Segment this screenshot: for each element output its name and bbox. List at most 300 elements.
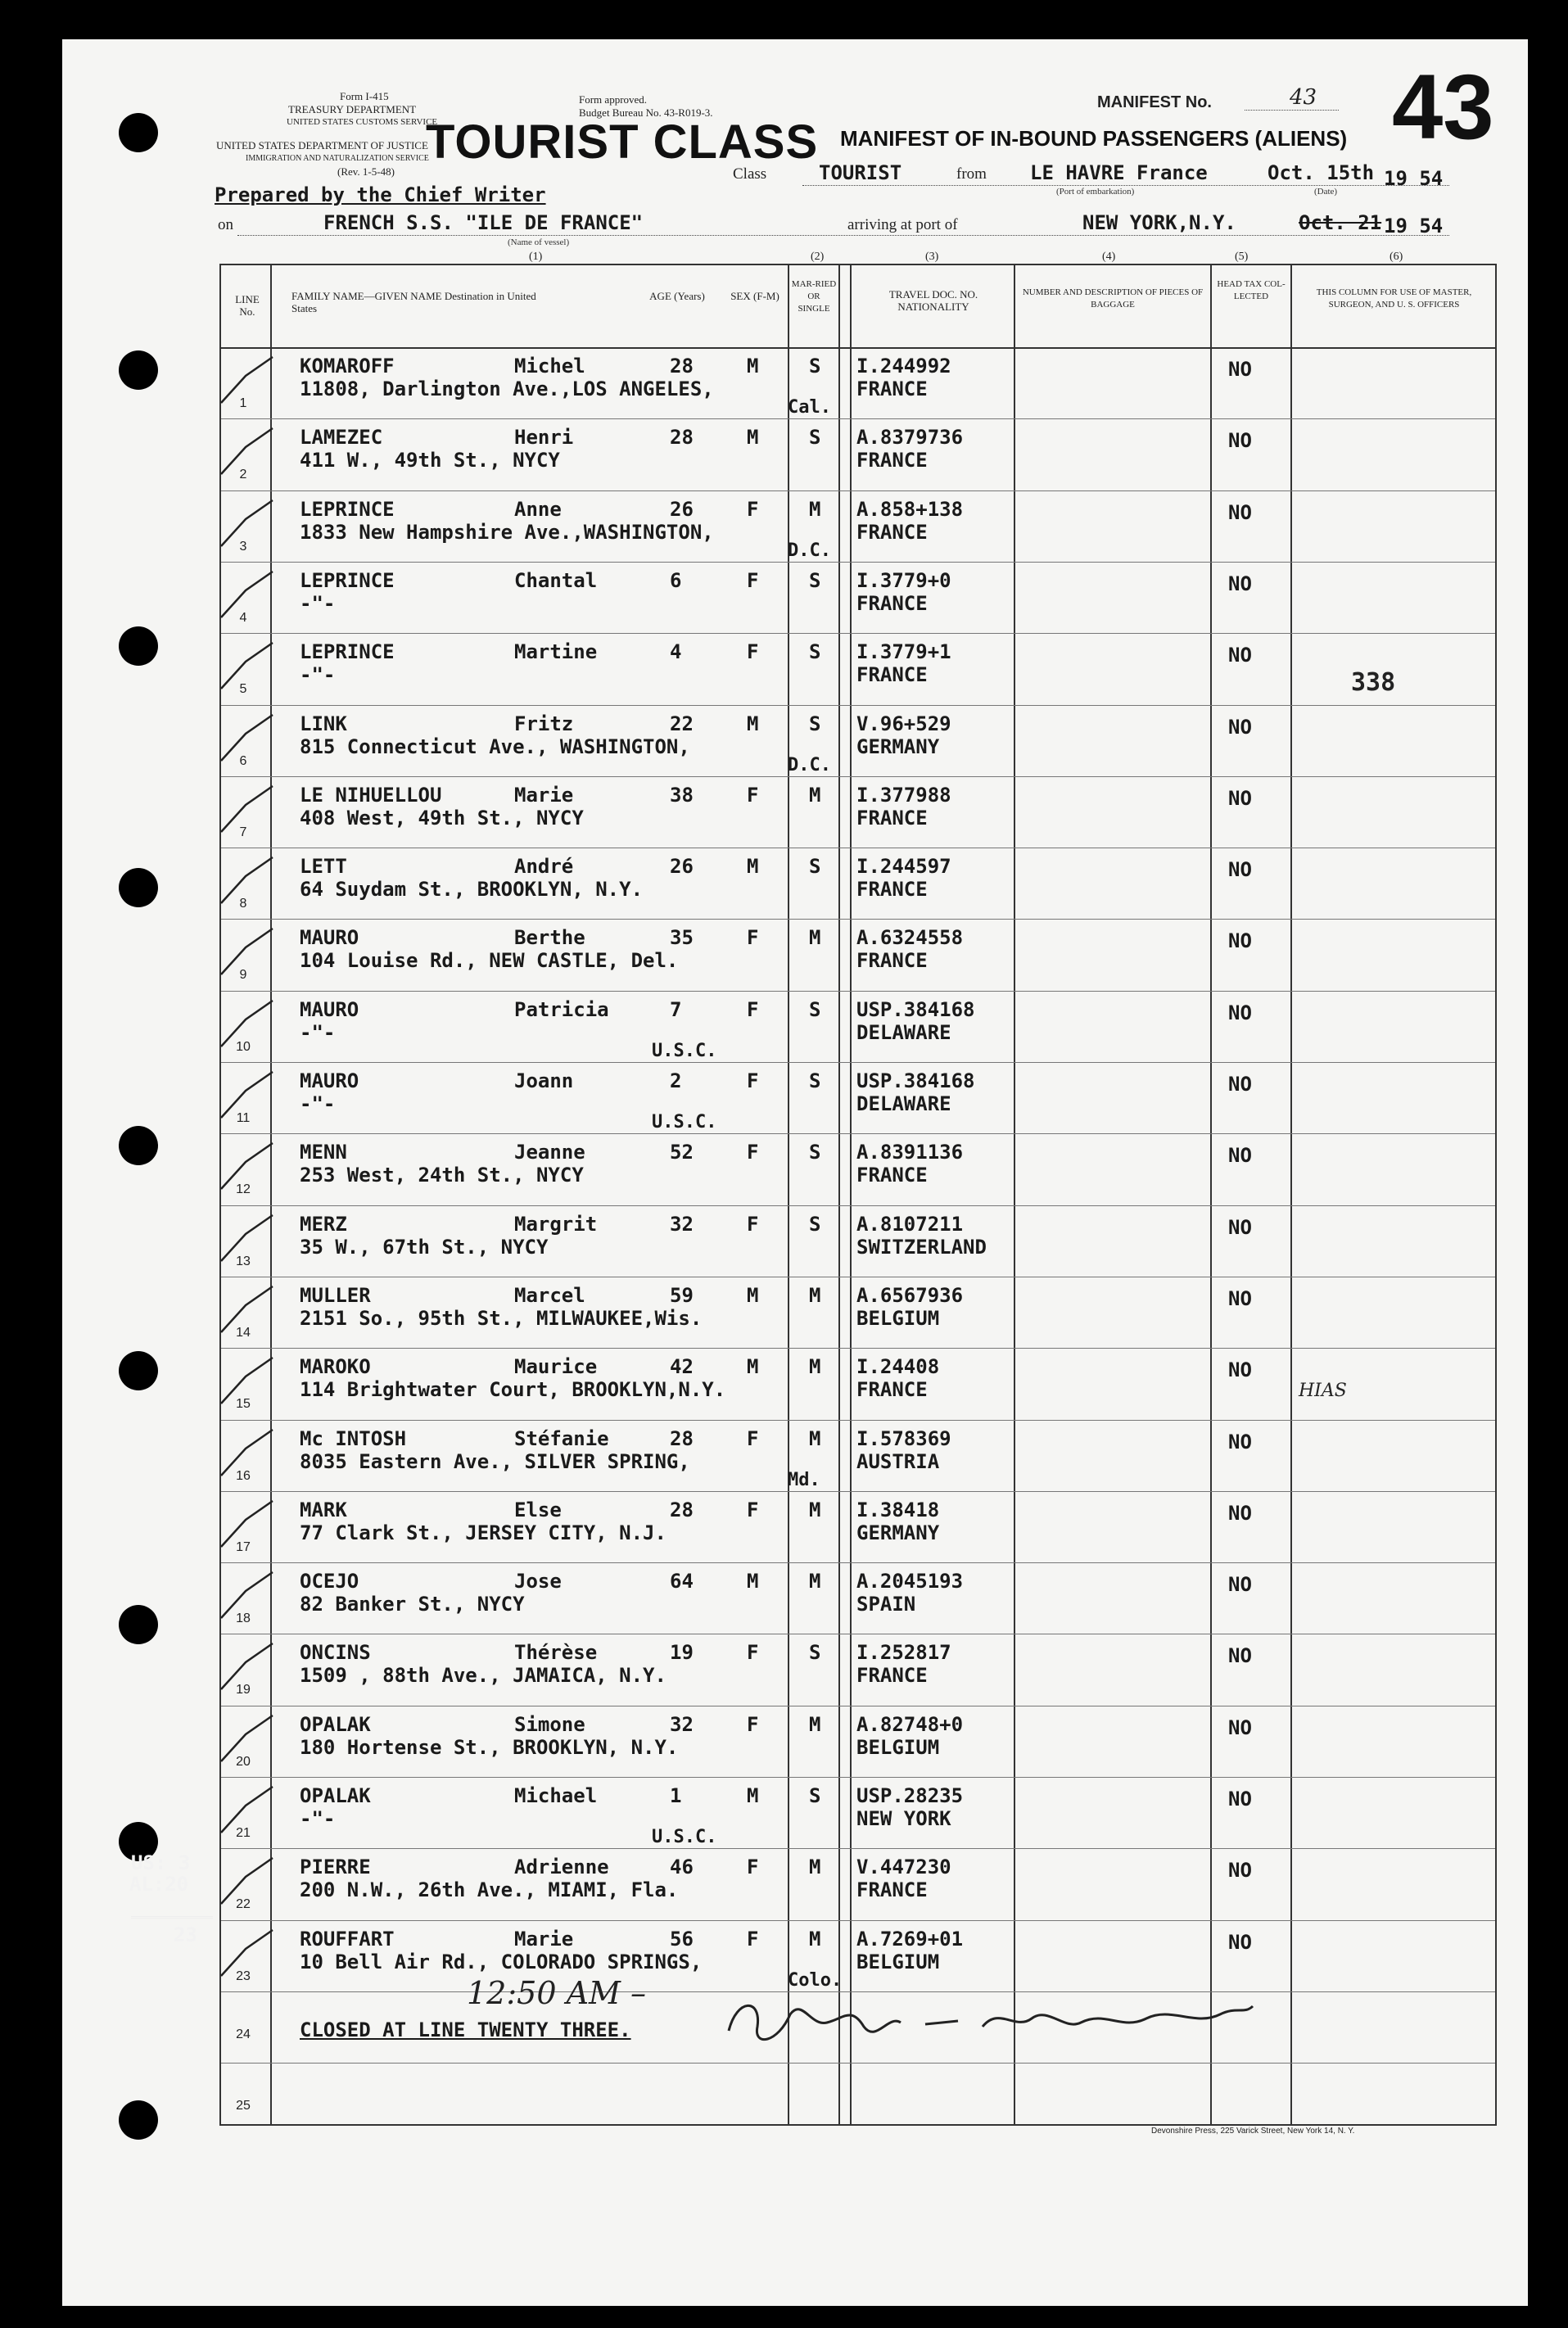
row-rule (221, 490, 1495, 491)
tally-rule (131, 1916, 213, 1919)
head-tax: NO (1228, 1859, 1252, 1883)
destination-address: 2151 So., 95th St., MILWAUKEE,Wis. (300, 1306, 703, 1330)
class-label: Class (733, 165, 767, 183)
port-embark-label: (Port of embarkation) (1056, 187, 1135, 197)
marital-status: S (809, 1069, 821, 1092)
marital-status: S (809, 1641, 821, 1665)
sex: F (747, 1212, 759, 1236)
marital-status: S (809, 355, 821, 377)
check-mark (217, 1214, 274, 1263)
row-rule (221, 562, 1495, 563)
from-label: from (956, 165, 987, 183)
sex: F (747, 1712, 759, 1736)
head-tax: NO (1228, 715, 1252, 739)
family-name: MAURO (300, 997, 359, 1021)
marital-status: M (809, 1570, 821, 1593)
row-number: 3 (239, 539, 247, 554)
row-number: 17 (236, 1539, 251, 1554)
age: 42 (670, 1355, 694, 1379)
nationality: FRANCE (856, 377, 928, 400)
destination-address: -"- (300, 591, 336, 615)
sex: F (747, 926, 759, 950)
check-mark (217, 1642, 274, 1691)
punch-hole (119, 350, 158, 390)
given-name: Joann (514, 1069, 574, 1092)
col-num-2: (2) (811, 251, 825, 263)
row-rule (221, 1920, 1495, 1921)
family-name: PIERRE (300, 1856, 371, 1879)
travel-doc-no: I.244597 (856, 855, 951, 879)
row-rule (221, 1348, 1495, 1349)
travel-doc-no: I.578369 (856, 1426, 951, 1450)
family-name: ONCINS (300, 1641, 371, 1665)
marital-status: M (809, 1498, 821, 1521)
destination-address-cont: Colo. (788, 1969, 843, 1991)
age: 59 (670, 1283, 694, 1307)
given-name: Henri (514, 426, 574, 450)
head-tax: NO (1228, 429, 1252, 453)
travel-doc-no: I.38418 (856, 1498, 940, 1521)
check-mark (217, 1285, 274, 1334)
given-name: Patricia (514, 997, 609, 1021)
age: 64 (670, 1570, 694, 1593)
row-number: 15 (236, 1397, 251, 1412)
family-name: MAURO (300, 1069, 359, 1092)
travel-doc-no: I.377988 (856, 783, 951, 807)
given-name: Else (514, 1498, 562, 1521)
age: 52 (670, 1141, 694, 1164)
check-mark (217, 856, 274, 905)
age: 35 (670, 926, 694, 950)
us-citizen-note: U.S.C. (652, 1040, 717, 1061)
sex: F (747, 1641, 759, 1665)
punch-hole (119, 2100, 158, 2140)
travel-doc-no: USP.384168 (856, 997, 975, 1021)
check-mark (217, 1928, 274, 1978)
sex: F (747, 1498, 759, 1521)
given-name: Martine (514, 640, 598, 664)
tally-al: AL:20 (129, 1873, 189, 1896)
age: 32 (670, 1712, 694, 1736)
col-num-6: (6) (1390, 251, 1403, 263)
tally-us: US: 3 (131, 1851, 191, 1874)
col-head-sex: SEX (F-M) (730, 290, 779, 302)
row-rule (221, 1491, 1495, 1492)
head-tax: NO (1228, 858, 1252, 882)
travel-doc-no: USP.28235 (856, 1784, 964, 1807)
head-tax: NO (1228, 1286, 1252, 1310)
justice-dept: UNITED STATES DEPARTMENT OF JUSTICE (216, 139, 428, 151)
sex: F (747, 1141, 759, 1164)
destination-address: 10 Bell Air Rd., COLORADO SPRINGS, (300, 1950, 703, 1973)
marital-status: M (809, 1856, 821, 1879)
from-line (802, 185, 1449, 186)
nationality: FRANCE (856, 1164, 928, 1187)
head-tax: NO (1228, 1144, 1252, 1168)
family-name: OPALAK (300, 1712, 371, 1736)
check-mark (217, 427, 274, 476)
marital-status: S (809, 1784, 821, 1807)
age: 2 (670, 1069, 682, 1092)
date-label: (Date) (1314, 187, 1338, 197)
vessel-name: FRENCH S.S. "ILE DE FRANCE" (323, 211, 644, 234)
tally-total: 23 (174, 1923, 197, 1946)
destination-address: -"- (300, 1807, 336, 1830)
family-name: MULLER (300, 1283, 371, 1307)
age: 28 (670, 1498, 694, 1521)
sex: F (747, 1927, 759, 1951)
marital-status: M (809, 1927, 821, 1951)
row-number: 10 (236, 1039, 251, 1054)
nationality: GERMANY (856, 735, 940, 758)
marital-status: M (809, 783, 821, 807)
check-mark (217, 1499, 274, 1548)
given-name: Chantal (514, 568, 598, 592)
head-tax: NO (1228, 1215, 1252, 1239)
big-manifest-number: 43 (1392, 56, 1494, 158)
handwritten-signature (712, 1982, 1269, 2059)
col-divider (850, 264, 852, 2124)
nationality: BELGIUM (856, 1735, 940, 1759)
marital-status: S (809, 426, 821, 450)
row-rule (221, 991, 1495, 992)
destination-address: 1509 , 88th Ave., JAMAICA, N.Y. (300, 1664, 667, 1688)
family-name: MENN (300, 1141, 347, 1164)
punch-hole (119, 1605, 158, 1644)
col-num-1: (1) (529, 251, 543, 263)
destination-address: -"- (300, 1092, 336, 1115)
row-rule (221, 705, 1495, 706)
given-name: Michel (514, 355, 585, 377)
travel-doc-no: A.2045193 (856, 1570, 964, 1593)
class-value: TOURIST (819, 161, 902, 184)
head-tax: NO (1228, 1073, 1252, 1096)
given-name: Anne (514, 497, 562, 521)
col-head-age: AGE (Years) (649, 290, 705, 302)
manifest-title: MANIFEST OF IN-BOUND PASSENGERS (ALIENS) (840, 126, 1348, 151)
sex: M (747, 1784, 759, 1807)
row-rule (221, 919, 1495, 920)
row-rule (221, 776, 1495, 777)
col-head-name: FAMILY NAME—GIVEN NAME Destination in United States (291, 290, 536, 314)
check-mark (217, 999, 274, 1048)
sex: F (747, 997, 759, 1021)
row-number: 14 (236, 1325, 251, 1340)
given-name: Marie (514, 783, 574, 807)
travel-doc-no: A.82748+0 (856, 1712, 964, 1736)
sex: M (747, 1570, 759, 1593)
check-mark (217, 1714, 274, 1763)
age: 32 (670, 1212, 694, 1236)
nationality: FRANCE (856, 449, 928, 472)
on-label: on (218, 216, 233, 233)
row-rule (221, 1777, 1495, 1778)
col-divider (1290, 264, 1292, 2124)
sex: M (747, 355, 759, 377)
travel-doc-no: A.8107211 (856, 1212, 964, 1236)
row-number: 6 (239, 753, 247, 768)
row-number: 4 (239, 610, 247, 625)
head-tax: NO (1228, 500, 1252, 524)
given-name: Thérèse (514, 1641, 598, 1665)
age: 19 (670, 1641, 694, 1665)
destination-address: 11808, Darlington Ave.,LOS ANGELES, (300, 377, 714, 400)
row-number: 5 (239, 682, 247, 697)
given-name: Michael (514, 1784, 598, 1807)
head-tax: NO (1228, 358, 1252, 381)
form-number: Form I-415 (340, 90, 389, 102)
marital-status: S (809, 997, 821, 1021)
head-tax: NO (1228, 1430, 1252, 1453)
row-number: 1 (239, 396, 247, 410)
family-name: LAMEZEC (300, 426, 383, 450)
col-head-married: MAR-RIED OR SINGLE (791, 279, 837, 314)
nationality: GERMANY (856, 1521, 940, 1544)
age: 56 (670, 1927, 694, 1951)
given-name: Berthe (514, 926, 585, 950)
family-name: MARK (300, 1498, 347, 1521)
travel-doc-no: I.3779+0 (856, 568, 951, 592)
travel-doc-no: I.3779+1 (856, 640, 951, 664)
head-tax: NO (1228, 1644, 1252, 1668)
nationality: DELAWARE (856, 1020, 951, 1044)
sex: F (747, 1069, 759, 1092)
sex: M (747, 426, 759, 450)
nationality: FRANCE (856, 591, 928, 615)
given-name: Marcel (514, 1283, 585, 1307)
travel-doc-no: A.7269+01 (856, 1927, 964, 1951)
given-name: Stéfanie (514, 1426, 609, 1450)
travel-doc-no: I.244992 (856, 355, 951, 377)
family-name: LINK (300, 712, 347, 735)
sex: F (747, 497, 759, 521)
marital-status: S (809, 1141, 821, 1164)
officer-note-number: 338 (1351, 668, 1396, 697)
family-name: MAROKO (300, 1355, 371, 1379)
col-head-line: LINE No. (235, 293, 260, 318)
marital-status: S (809, 1212, 821, 1236)
row-number: 18 (236, 1612, 251, 1626)
destination-address: 815 Connecticut Ave., WASHINGTON, (300, 735, 690, 758)
destination-address: -"- (300, 1020, 336, 1044)
check-mark (217, 1571, 274, 1620)
check-mark (217, 641, 274, 690)
header-rule (221, 347, 1495, 349)
col-num-3: (3) (925, 251, 939, 263)
family-name: LEPRINCE (300, 497, 395, 521)
head-tax: NO (1228, 1930, 1252, 1954)
row-rule (221, 2063, 1495, 2064)
travel-doc-no: V.96+529 (856, 712, 951, 735)
family-name: KOMAROFF (300, 355, 395, 377)
check-mark (217, 1856, 274, 1905)
col-divider (1210, 264, 1212, 2124)
destination-address-cont: D.C. (788, 754, 831, 775)
destination-address-cont: D.C. (788, 540, 831, 561)
ins-service: IMMIGRATION AND NATURALIZATION SERVICE (246, 154, 429, 163)
row-rule (221, 633, 1495, 634)
punch-hole (119, 868, 158, 907)
year-from: 19 54 (1384, 167, 1444, 190)
family-name: LEPRINCE (300, 640, 395, 664)
age: 22 (670, 712, 694, 735)
vessel-label: (Name of vessel) (508, 237, 570, 247)
head-tax: NO (1228, 786, 1252, 810)
row-number: 13 (236, 1254, 251, 1268)
nationality: BELGIUM (856, 1950, 940, 1973)
check-mark (217, 784, 274, 834)
prepared-by: Prepared by the Chief Writer (215, 183, 546, 206)
destination-address: 253 West, 24th St., NYCY (300, 1164, 584, 1187)
check-mark (217, 1070, 274, 1119)
manifest-no-label: MANIFEST No. (1097, 93, 1212, 111)
row-number: 12 (236, 1182, 251, 1197)
arriving-port: NEW YORK,N.Y. (1082, 211, 1236, 234)
row-number: 9 (239, 968, 247, 983)
row-rule (221, 1062, 1495, 1063)
travel-doc-no: I.252817 (856, 1641, 951, 1665)
printer-imprint: Devonshire Press, 225 Varick Street, New York 14, N. Y. (1151, 2127, 1355, 2136)
age: 1 (670, 1784, 682, 1807)
row-rule (221, 1562, 1495, 1563)
check-mark (217, 355, 274, 405)
head-tax: NO (1228, 1788, 1252, 1810)
sex: M (747, 855, 759, 879)
punch-hole (119, 626, 158, 666)
marital-status: M (809, 1355, 821, 1379)
nationality: FRANCE (856, 663, 928, 687)
us-citizen-note: U.S.C. (652, 1112, 717, 1132)
destination-address: 77 Clark St., JERSEY CITY, N.J. (300, 1521, 667, 1544)
treasury-dept: TREASURY DEPARTMENT (288, 103, 417, 115)
row-number: 23 (236, 1969, 251, 1983)
col-head-officers: THIS COLUMN FOR USE OF MASTER, SURGEON, AND U. S. OFFICERS (1316, 287, 1472, 310)
sex: F (747, 568, 759, 592)
marital-status: M (809, 1712, 821, 1736)
given-name: André (514, 855, 574, 879)
punch-hole (119, 1351, 158, 1390)
sex: F (747, 783, 759, 807)
destination-address: -"- (300, 663, 336, 687)
manifest-no-line (1245, 110, 1339, 111)
marital-status: S (809, 712, 821, 735)
nationality: FRANCE (856, 806, 928, 829)
nationality: FRANCE (856, 878, 928, 902)
nationality: FRANCE (856, 949, 928, 973)
sex: M (747, 1283, 759, 1307)
check-mark (217, 499, 274, 548)
check-mark (217, 1785, 274, 1834)
sex: F (747, 1856, 759, 1879)
age: 26 (670, 855, 694, 879)
us-citizen-note: U.S.C. (652, 1827, 717, 1847)
col-divider (838, 264, 840, 2124)
nationality: SPAIN (856, 1593, 916, 1616)
travel-doc-no: A.8391136 (856, 1141, 964, 1164)
family-name: OPALAK (300, 1784, 371, 1807)
age: 28 (670, 426, 694, 450)
col-divider (1014, 264, 1015, 2124)
family-name: LEPRINCE (300, 568, 395, 592)
given-name: Fritz (514, 712, 574, 735)
destination-address: 8035 Eastern Ave., SILVER SPRING, (300, 1449, 690, 1473)
col-head-baggage: NUMBER AND DESCRIPTION OF PIECES OF BAGGAGE (1022, 287, 1204, 310)
head-tax: NO (1228, 1358, 1252, 1382)
check-mark (217, 570, 274, 619)
marital-status: S (809, 640, 821, 664)
row-number: 19 (236, 1683, 251, 1697)
travel-doc-no: A.858+138 (856, 497, 964, 521)
row-number: 24 (236, 2027, 251, 2041)
given-name: Maurice (514, 1355, 598, 1379)
revision: (Rev. 1-5-48) (337, 165, 395, 178)
handwritten-time: 12:50 AM – (467, 1975, 647, 2011)
travel-doc-no: A.6567936 (856, 1283, 964, 1307)
travel-doc-no: V.447230 (856, 1856, 951, 1879)
destination-address: 104 Louise Rd., NEW CASTLE, Del. (300, 949, 679, 973)
budget-bureau: Budget Bureau No. 43-R019-3. (579, 106, 713, 119)
destination-address: 35 W., 67th St., NYCY (300, 1235, 549, 1259)
row-number: 16 (236, 1468, 251, 1483)
family-name: OCEJO (300, 1570, 359, 1593)
col-num-4: (4) (1102, 251, 1116, 263)
age: 4 (670, 640, 682, 664)
form-approved: Form approved. (579, 93, 648, 106)
given-name: Simone (514, 1712, 585, 1736)
given-name: Marie (514, 1927, 574, 1951)
given-name: Adrienne (514, 1856, 609, 1879)
marital-status: M (809, 926, 821, 950)
punch-hole (119, 1126, 158, 1165)
check-mark (217, 1428, 274, 1477)
age: 7 (670, 997, 682, 1021)
row-number: 7 (239, 825, 247, 839)
age: 38 (670, 783, 694, 807)
arriving-date: Oct. 21 (1299, 211, 1382, 234)
nationality: NEW YORK (856, 1807, 951, 1830)
given-name: Jose (514, 1570, 562, 1593)
destination-address: 200 N.W., 26th Ave., MIAMI, Fla. (300, 1878, 679, 1902)
destination-address: 408 West, 49th St., NYCY (300, 806, 584, 829)
col-num-5: (5) (1235, 251, 1249, 263)
tourist-class-stamp: TOURIST CLASS (426, 115, 819, 169)
nationality: DELAWARE (856, 1092, 951, 1115)
travel-doc-no: A.6324558 (856, 926, 964, 950)
row-number: 2 (239, 468, 247, 482)
destination-address: 64 Suydam St., BROOKLYN, N.Y. (300, 878, 644, 902)
marital-status: S (809, 855, 821, 879)
row-rule (221, 418, 1495, 419)
marital-status: M (809, 497, 821, 521)
check-mark (217, 927, 274, 976)
nationality: FRANCE (856, 1664, 928, 1688)
head-tax: NO (1228, 1715, 1252, 1739)
col-head-travel: TRAVEL DOC. NO. NATIONALITY (888, 288, 978, 313)
sex: F (747, 1426, 759, 1450)
row-number: 25 (236, 2099, 251, 2113)
given-name: Jeanne (514, 1141, 585, 1164)
row-number: 11 (236, 1111, 251, 1125)
row-number: 20 (236, 1754, 251, 1769)
hias-note: HIAS (1299, 1381, 1347, 1401)
destination-address: 1833 New Hampshire Ave.,WASHINGTON, (300, 520, 714, 544)
destination-address: 114 Brightwater Court, BROOKLYN,N.Y. (300, 1378, 726, 1402)
customs-service: UNITED STATES CUSTOMS SERVICE (287, 117, 438, 127)
destination-address-cont: Md. (788, 1469, 820, 1490)
row-rule (221, 1133, 1495, 1134)
sex: M (747, 1355, 759, 1379)
marital-status: S (809, 568, 821, 592)
